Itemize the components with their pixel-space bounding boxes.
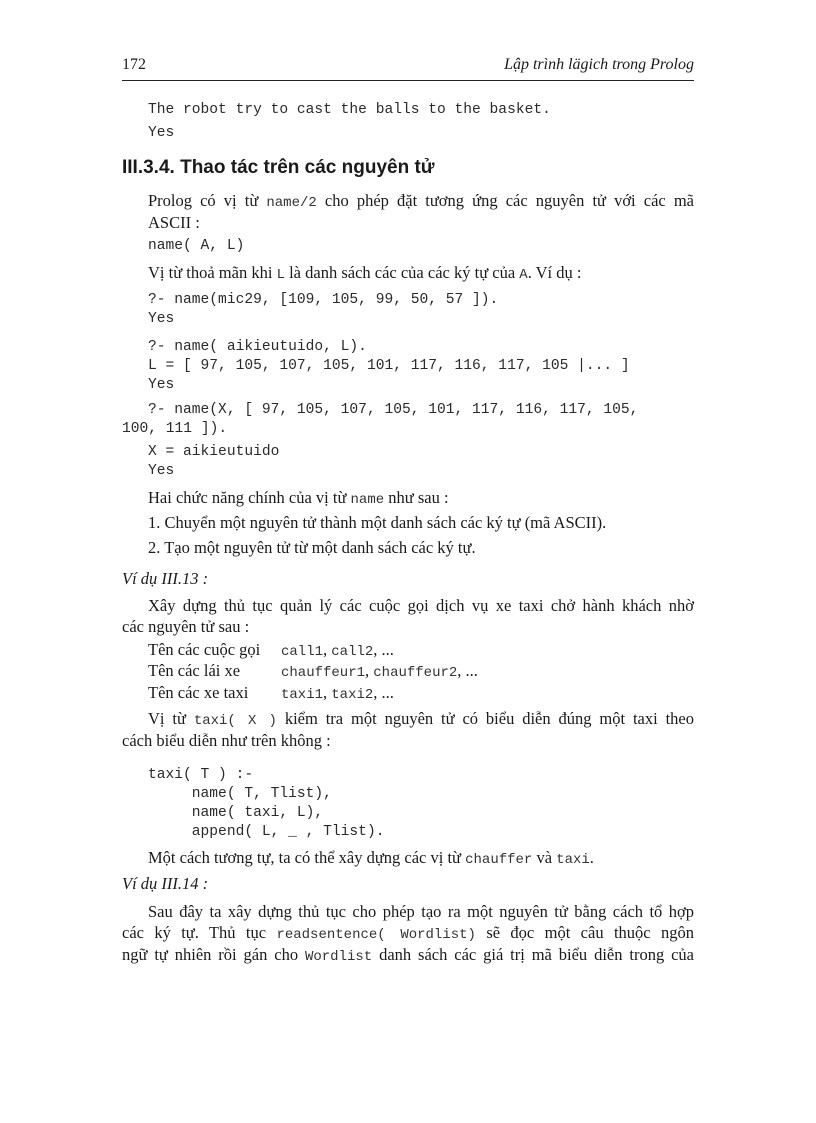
code-line: Yes xyxy=(148,125,175,141)
paragraph-line: Sau đây ta xây dựng thủ tục cho phép tạo ra một nguyên tử bằng cách tổ hợp xyxy=(148,902,694,921)
page-number: 172 xyxy=(122,56,146,73)
paragraph-line: ASCII : xyxy=(148,213,200,232)
code-line: ?- name(mic29, [109, 105, 99, 50, 57 ]). xyxy=(148,292,499,308)
paragraph-line: Hai chức năng chính của vị từ name như sau : xyxy=(148,488,449,508)
code-line: ?- name(X, [ 97, 105, 107, 105, 101, 117, 116, 117, 105, xyxy=(148,402,639,418)
page-header xyxy=(122,56,694,81)
code-line: taxi( T ) :- xyxy=(148,767,254,783)
example-label: Ví dụ III.13 : xyxy=(122,569,209,588)
code-line: Yes xyxy=(148,463,175,479)
code-line: name( A, L) xyxy=(148,238,245,254)
code-line: append( L, _ , Tlist). xyxy=(148,824,385,840)
section-heading: III.3.4. Thao tác trên các nguyên tử xyxy=(122,157,435,178)
code-line: The robot try to cast the balls to the basket. xyxy=(148,102,551,118)
code-line: name( taxi, L), xyxy=(148,805,324,821)
code-line: 100, 111 ]). xyxy=(122,421,228,437)
example-label: Ví dụ III.14 : xyxy=(122,874,209,893)
paragraph-line: Vị từ thoả mãn khi L là danh sách các của các ký tự của A. Ví dụ : xyxy=(148,263,582,283)
code-line: ?- name( aikieutuido, L). xyxy=(148,339,367,355)
code-line: Yes xyxy=(148,377,175,393)
code-line: Yes xyxy=(148,311,175,327)
paragraph-line: Một cách tương tự, ta có thể xây dựng các vị từ chauffer và taxi. xyxy=(148,848,594,868)
code-line: name( T, Tlist), xyxy=(148,786,332,802)
paragraph-line: Xây dựng thủ tục quản lý các cuộc gọi dịch vụ xe taxi chở hành khách nhờ xyxy=(148,596,694,615)
running-title: Lập trình lägich trong Prolog xyxy=(504,56,694,73)
list-item: 2. Tạo một nguyên tử từ một danh sách các ký tự. xyxy=(148,538,476,557)
paragraph-line: Vị từ taxi( X ) kiểm tra một nguyên tử có biểu diễn đúng một taxi theo xyxy=(148,709,694,729)
table-row: Tên các xe taxi taxi1, taxi2, ... xyxy=(148,683,394,703)
code-line: L = [ 97, 105, 107, 105, 101, 117, 116, 117, 105 |... ] xyxy=(148,358,630,374)
paragraph-line: các ký tự. Thủ tục readsentence( Wordlist) sẽ đọc một câu thuộc ngôn xyxy=(122,923,694,943)
list-item: 1. Chuyển một nguyên tử thành một danh sách các ký tự (mã ASCII). xyxy=(148,513,607,532)
paragraph-line: các nguyên tử sau : xyxy=(122,617,250,636)
paragraph-line: ngữ tự nhiên rồi gán cho Wordlist danh sách các giá trị mã biểu diễn trong của xyxy=(122,945,694,965)
code-line: X = aikieutuido xyxy=(148,444,280,460)
paragraph-line: cách biểu diễn như trên không : xyxy=(122,731,331,750)
table-row: Tên các lái xe chauffeur1, chauffeur2, ... xyxy=(148,661,478,681)
table-row: Tên các cuộc gọi call1, call2, ... xyxy=(148,640,394,660)
paragraph-line: Prolog có vị từ name/2 cho phép đặt tương ứng các nguyên tử với các mã xyxy=(148,191,694,211)
